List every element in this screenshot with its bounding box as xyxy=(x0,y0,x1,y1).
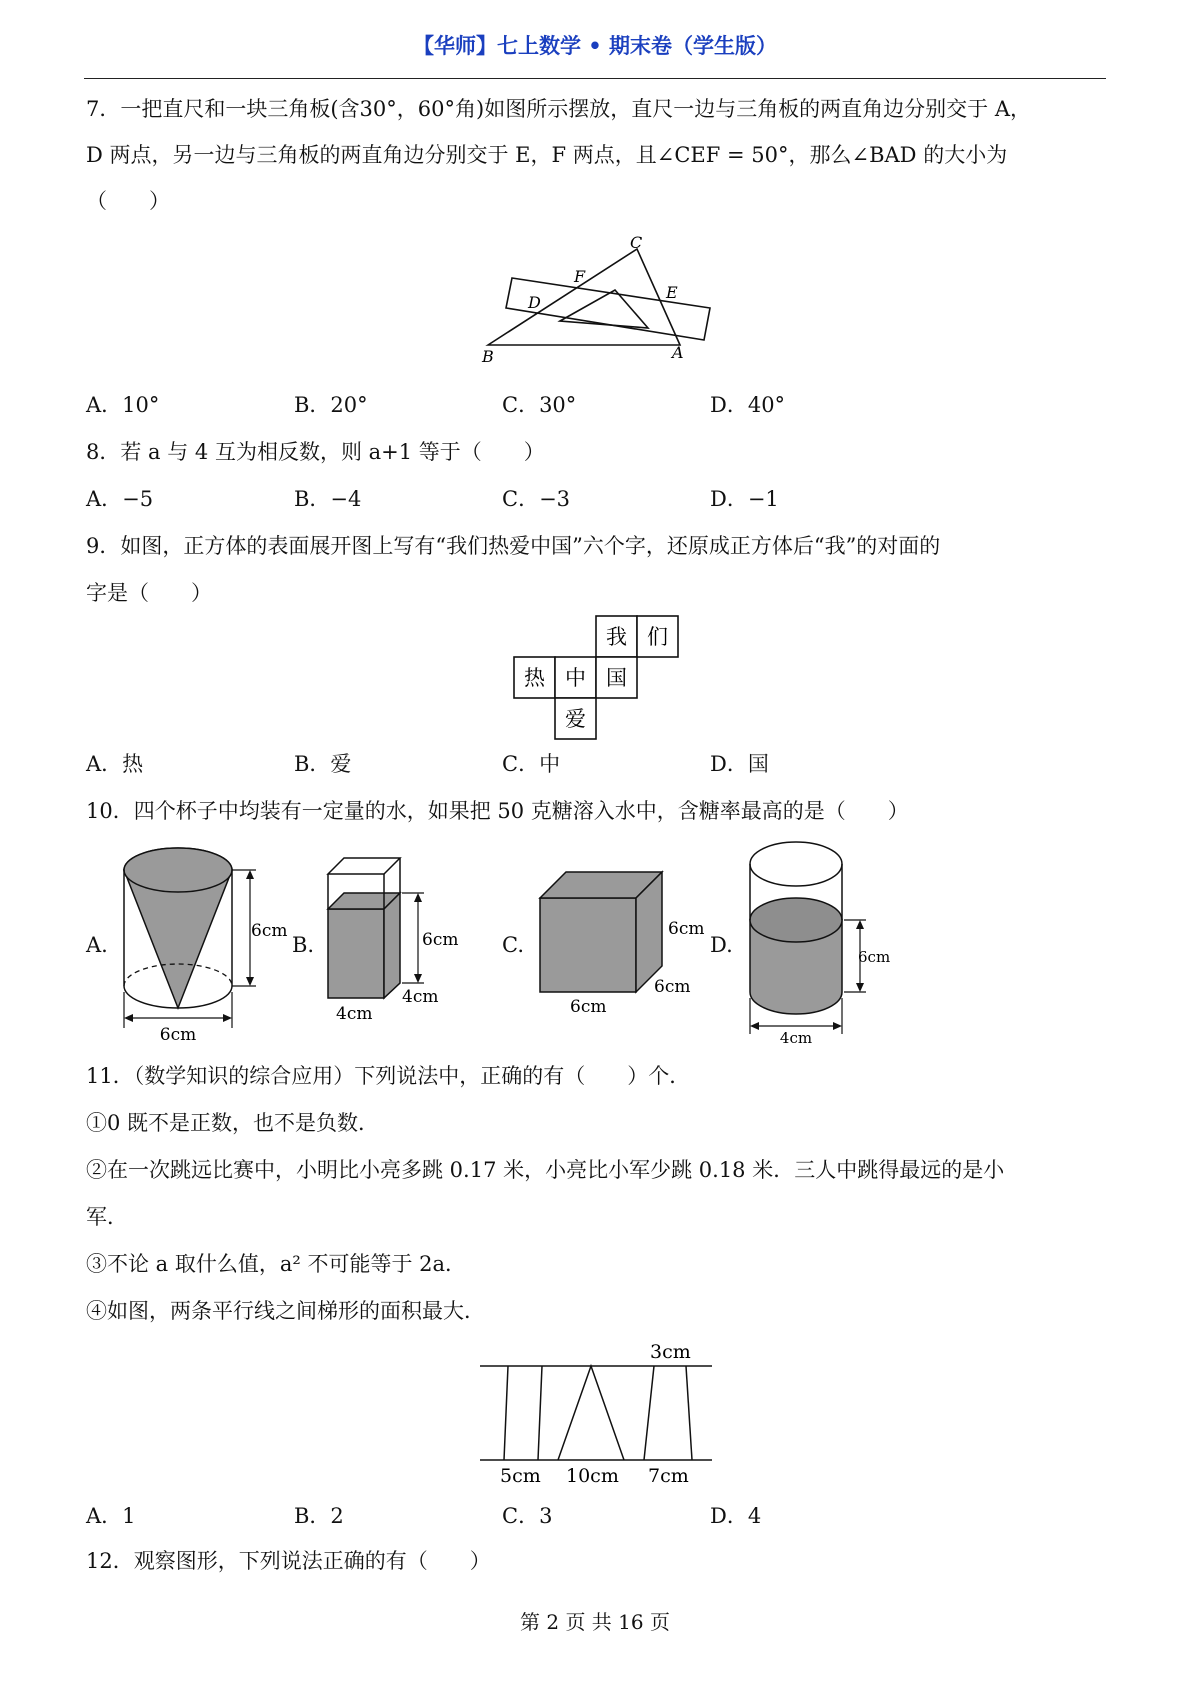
q7-label-F: F xyxy=(574,267,586,286)
q9-option-d: D．国 xyxy=(710,752,769,776)
fig-b-width-label: 4cm xyxy=(336,1004,373,1024)
q11-stem: 11．（数学知识的综合应用）下列说法中，正确的有（ ）个． xyxy=(86,1064,691,1088)
net-cell-ai: 爱 xyxy=(565,707,586,731)
net-cell-re: 热 xyxy=(524,666,545,690)
q12-stem: 12．观察图形，下列说法正确的有（ ） xyxy=(86,1549,491,1573)
fig-c-depth-label: 6cm xyxy=(654,977,691,997)
fig-a-height-label: 6cm xyxy=(251,921,288,941)
q7-label-B: B xyxy=(482,347,494,366)
q11-option-b: B．2 xyxy=(294,1504,344,1528)
q10-figure-a-cone-cylinder xyxy=(118,842,290,1042)
q7-triangle-inner xyxy=(560,290,648,328)
q11-option-c: C．3 xyxy=(502,1504,553,1528)
q8-option-d: D．−1 xyxy=(710,487,779,511)
fig-d-width-label: 4cm xyxy=(779,1029,813,1046)
fig11-bottom-label-2: 10cm xyxy=(566,1465,619,1487)
q7-option-d: D．40° xyxy=(710,393,786,417)
net-cell-wo: 我 xyxy=(606,625,627,649)
q9-option-b: B．爱 xyxy=(294,752,352,776)
q10-figure-c-cube xyxy=(536,868,712,1018)
q11-statement-1: ①0 既不是正数，也不是负数． xyxy=(86,1111,380,1135)
q7-label-A: A xyxy=(672,343,684,362)
q11-parallel-lines-figure xyxy=(478,1338,714,1488)
q7-option-c: C．30° xyxy=(502,393,577,417)
net-cell-men: 们 xyxy=(647,625,668,649)
q7-line-3: （ ） xyxy=(86,189,170,213)
q11-statement-2a: ②在一次跳远比赛中，小明比小亮多跳 0.17 米，小亮比小军少跳 0.18 米．三人中跳得最远的是小 xyxy=(86,1158,1005,1182)
q8-stem: 8．若 a 与 4 互为相反数，则 a+1 等于（ ） xyxy=(86,440,545,464)
q10-figure-d-cylinder xyxy=(748,838,898,1046)
q7-ruler-triangle-figure xyxy=(470,236,730,366)
fig-d-height-label: 6cm xyxy=(858,948,891,966)
q11-statement-2b: 军． xyxy=(86,1205,128,1229)
net-cell-guo: 国 xyxy=(606,666,627,690)
fig-a-width-label: 6cm xyxy=(159,1025,197,1042)
q7-line-1: 7．一把直尺和一块三角板(含30°，60°角)如图所示摆放，直尺一边与三角板的两直角边分别交于 A， xyxy=(86,97,1032,121)
q10-figure-b-cuboid xyxy=(322,855,472,1025)
q9-line-1: 9．如图，正方体的表面展开图上写有“我们热爱中国”六个字，还原成正方体后“我”的对面的 xyxy=(86,534,941,558)
q10-option-c: C. xyxy=(502,933,524,957)
q11-statement-4: ④如图，两条平行线之间梯形的面积最大． xyxy=(86,1299,485,1323)
fig11-bottom-label-1: 5cm xyxy=(500,1465,541,1487)
q9-option-a: A．热 xyxy=(86,752,144,776)
q10-option-a: A. xyxy=(86,933,108,957)
fig11-top-label: 3cm xyxy=(650,1341,691,1363)
q10-stem: 10．四个杯子中均装有一定量的水，如果把 50 克糖溶入水中，含糖率最高的是（ ） xyxy=(86,799,909,823)
q7-triangle xyxy=(488,249,680,345)
q7-label-D: D xyxy=(528,293,541,312)
q7-label-C: C xyxy=(630,236,643,252)
header-rule xyxy=(84,78,1106,79)
net-cell-zhong: 中 xyxy=(565,666,586,690)
fig-b-height-label: 6cm xyxy=(422,930,459,950)
fig-c-width-label: 6cm xyxy=(570,997,607,1017)
q9-line-2: 字是（ ） xyxy=(86,581,212,605)
page-header: 【华师】七上数学 • 期末卷（学生版） xyxy=(412,34,778,58)
q7-label-E: E xyxy=(666,283,678,302)
q11-option-a: A．1 xyxy=(86,1504,136,1528)
q11-statement-3: ③不论 a 取什么值，a² 不可能等于 2a． xyxy=(86,1252,467,1276)
q7-option-b: B．20° xyxy=(294,393,368,417)
q10-option-d: D. xyxy=(710,933,733,957)
page-footer: 第 2 页 共 16 页 xyxy=(520,1610,670,1634)
q11-option-d: D．4 xyxy=(710,1504,762,1528)
q9-cube-net xyxy=(510,615,685,741)
q8-option-b: B．−4 xyxy=(294,487,362,511)
q8-option-c: C．−3 xyxy=(502,487,571,511)
q9-option-c: C．中 xyxy=(502,752,561,776)
q8-option-a: A．−5 xyxy=(86,487,154,511)
q10-option-b: B. xyxy=(292,933,315,957)
q7-option-a: A．10° xyxy=(86,393,160,417)
fig-c-height-label: 6cm xyxy=(668,919,705,939)
fig-b-depth-label: 4cm xyxy=(402,987,439,1007)
fig11-bottom-label-3: 7cm xyxy=(648,1465,689,1487)
q7-line-2: D 两点，另一边与三角板的两直角边分别交于 E，F 两点，且∠CEF = 50°，那么∠BAD 的大小为 xyxy=(86,143,1008,167)
